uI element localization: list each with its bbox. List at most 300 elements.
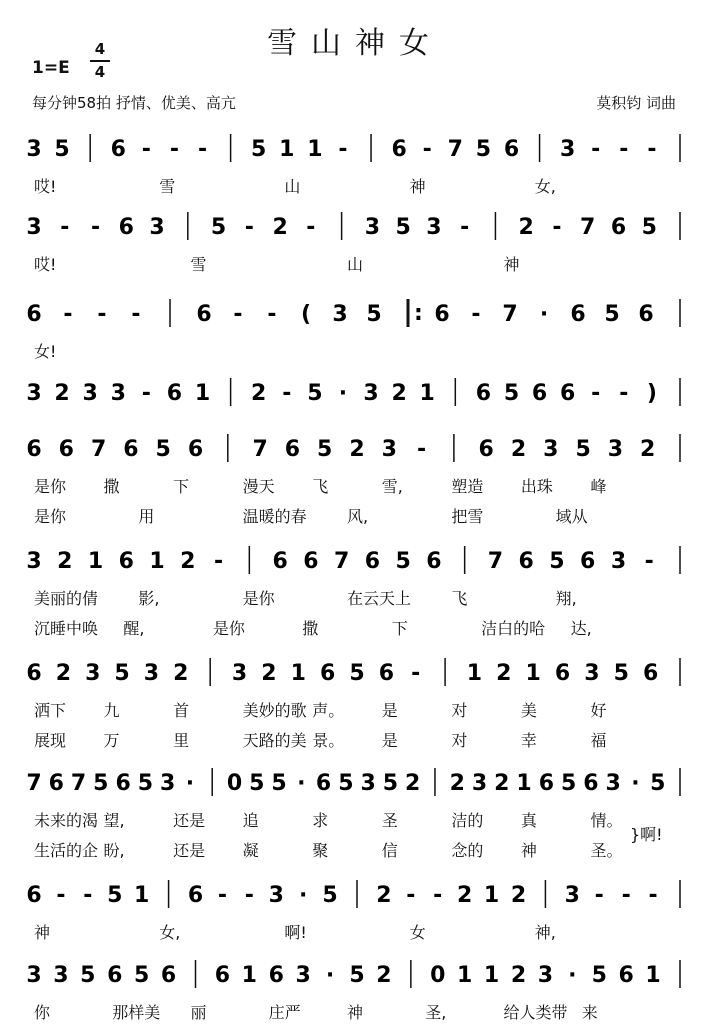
note: 6 xyxy=(115,771,131,796)
note: 6 xyxy=(26,302,42,327)
lyric-word: 啊! xyxy=(284,923,307,942)
note: 1 xyxy=(483,883,500,908)
note: 1 xyxy=(457,963,473,988)
note: 2 xyxy=(640,437,656,462)
note: 5 xyxy=(317,437,333,462)
note: 2 xyxy=(518,215,534,240)
lyric-word: 山 xyxy=(347,255,364,274)
note: 5 xyxy=(382,771,399,796)
notes-svg xyxy=(0,206,710,246)
lyric-word: 神 xyxy=(409,177,426,196)
note: 6 xyxy=(378,661,395,686)
note: - xyxy=(233,302,243,327)
note: 3 xyxy=(543,437,559,462)
note: 5 xyxy=(271,771,287,796)
lyric-word: 美妙的歌 xyxy=(242,701,307,720)
note: 7 xyxy=(580,215,596,240)
lyric-word: 撒 xyxy=(302,619,319,638)
lyric-word: 神 xyxy=(503,255,520,274)
lyric-word: 女, xyxy=(534,177,556,196)
notes-svg xyxy=(0,954,710,994)
aside-text: }啊! xyxy=(630,825,663,844)
lyric-word: 念的 xyxy=(451,841,484,860)
lyric-word: 在云天上 xyxy=(347,589,412,608)
note: 3 xyxy=(26,381,42,406)
note: 6 xyxy=(638,302,654,327)
note: 6 xyxy=(58,437,74,462)
note: 5 xyxy=(249,771,265,796)
note: 3 xyxy=(26,215,42,240)
lyric-word: 天路的美 xyxy=(242,731,307,750)
note: 5 xyxy=(575,437,591,462)
note: ) xyxy=(646,381,657,406)
lyric-word: 对 xyxy=(451,731,468,750)
note: 6 xyxy=(187,437,204,462)
note: - xyxy=(647,137,657,162)
key-signature: 1=E xyxy=(32,58,70,78)
notes-row xyxy=(0,128,710,168)
note: 1 xyxy=(516,771,532,796)
notes-svg xyxy=(0,293,710,333)
note: 3 xyxy=(559,137,576,162)
note: 2 xyxy=(510,963,527,988)
lyric-word: 撒 xyxy=(103,477,120,496)
note: 7 xyxy=(252,437,268,462)
note: 7 xyxy=(333,549,350,574)
note: 6 xyxy=(26,883,42,908)
note: 5 xyxy=(349,963,365,988)
lyric-word: 下 xyxy=(391,619,408,638)
lyric-word: 丽 xyxy=(190,1003,207,1022)
note: 2 xyxy=(54,381,70,406)
note: 3 xyxy=(610,549,627,574)
note: 2 xyxy=(376,963,392,988)
note: 7 xyxy=(487,549,504,574)
note: 5 xyxy=(503,381,520,406)
lyric-word: 哎! xyxy=(34,255,57,274)
note: 3 xyxy=(471,771,488,796)
note: 2 xyxy=(496,661,512,686)
lyric-word: 庄严 xyxy=(268,1003,301,1022)
lyric-word: 用 xyxy=(138,507,155,526)
note: - xyxy=(417,437,427,462)
note: 3 xyxy=(26,549,42,574)
note: 6 xyxy=(580,549,596,574)
note: - xyxy=(217,883,227,908)
note: 2 xyxy=(391,381,407,406)
note: 6 xyxy=(554,661,571,686)
notes-row xyxy=(0,540,710,580)
note: 1 xyxy=(87,549,104,574)
note: 6 xyxy=(166,381,183,406)
lyric-word: 是你 xyxy=(212,619,245,638)
note: 3 xyxy=(537,963,554,988)
notes-svg xyxy=(0,428,710,468)
note: 5 xyxy=(613,661,629,686)
note: 5 xyxy=(475,137,492,162)
note: - xyxy=(244,215,254,240)
note: - xyxy=(214,549,224,574)
note: 5 xyxy=(322,883,338,908)
notes-row xyxy=(0,762,710,802)
note: 3 xyxy=(605,771,621,796)
lyric-word: 风, xyxy=(347,507,369,526)
lyric-word: 那样美 xyxy=(112,1003,161,1022)
note: 6 xyxy=(196,302,212,327)
note: 6 xyxy=(160,963,177,988)
lyric-word: 景。 xyxy=(312,731,345,750)
note: 6 xyxy=(315,771,332,796)
notes-row xyxy=(0,372,710,412)
note: - xyxy=(594,883,604,908)
lyric-word: 给人类带 xyxy=(503,1003,568,1022)
note: - xyxy=(244,883,254,908)
note: 2 xyxy=(57,549,73,574)
note: - xyxy=(552,215,562,240)
lyric-word: 神 xyxy=(34,923,51,942)
note: 6 xyxy=(26,437,42,462)
lyric-word: 望, xyxy=(103,811,125,830)
lyric-word: 美丽的倩 xyxy=(34,589,99,608)
note: 6 xyxy=(559,381,576,406)
lyric-word: 是你 xyxy=(34,507,67,526)
note: 2 xyxy=(449,771,465,796)
note: 7 xyxy=(90,437,107,462)
note: - xyxy=(648,883,658,908)
lyric-word: 还是 xyxy=(173,811,206,830)
notes-svg xyxy=(0,874,710,914)
note: - xyxy=(282,381,292,406)
note: 2 xyxy=(272,215,288,240)
note: - xyxy=(60,215,70,240)
lyric-word: 是 xyxy=(381,731,398,750)
lyric-word: 万 xyxy=(103,731,120,750)
note: 3 xyxy=(332,302,348,327)
note: 1 xyxy=(194,381,211,406)
lyric-word: 飞 xyxy=(312,477,329,496)
lyric-word: 翔, xyxy=(555,589,577,608)
notes-svg xyxy=(0,652,710,692)
note: 3 xyxy=(26,963,42,988)
note: - xyxy=(56,883,66,908)
lyric-word: 对 xyxy=(451,701,468,720)
lyric-word: 凝 xyxy=(242,841,259,860)
lyric-word: 下 xyxy=(173,477,190,496)
lyric-word: 幸 xyxy=(520,731,537,750)
tempo-marking: 每分钟58拍 抒情、优美、高亢 xyxy=(32,94,236,112)
lyric-word: 塑造 xyxy=(451,477,484,496)
lyric-word: 神, xyxy=(534,923,556,942)
note: 2 xyxy=(180,549,196,574)
note: 5 xyxy=(93,771,109,796)
note: 3 xyxy=(364,215,381,240)
lyric-word: 女! xyxy=(34,342,57,361)
note: 6 xyxy=(187,883,204,908)
note: 6 xyxy=(118,549,134,574)
notes-row xyxy=(0,293,710,333)
note: 5 xyxy=(549,549,565,574)
note: - xyxy=(621,883,631,908)
lyric-word: 求 xyxy=(312,811,329,830)
note: · xyxy=(185,771,195,796)
lyric-word: 真 xyxy=(520,811,537,830)
lyric-word: 圣 xyxy=(381,811,398,830)
note: 5 xyxy=(210,215,227,240)
note: 1 xyxy=(134,883,150,908)
note: 6 xyxy=(123,437,139,462)
note: - xyxy=(63,302,73,327)
lyric-word: 还是 xyxy=(173,841,206,860)
lyric-word: 首 xyxy=(173,701,190,720)
lyric-word: 洒下 xyxy=(34,701,67,720)
notes-svg xyxy=(0,762,710,802)
lyric-word: 雪 xyxy=(190,255,207,274)
lyric-word: 盼, xyxy=(103,841,125,860)
note: - xyxy=(591,137,601,162)
lyric-word: 情。 xyxy=(590,811,623,830)
lyric-word: 里 xyxy=(173,731,190,750)
note: - xyxy=(619,137,629,162)
note: 3 xyxy=(26,137,42,162)
lyric-word: 影, xyxy=(138,589,160,608)
note: 3 xyxy=(53,963,69,988)
note: 7 xyxy=(70,771,87,796)
note: 6 xyxy=(214,963,231,988)
note: 1 xyxy=(241,963,257,988)
note: 5 xyxy=(307,381,323,406)
note: 6 xyxy=(48,771,64,796)
note: 3 xyxy=(607,437,624,462)
note: 1 xyxy=(279,137,295,162)
note: 5 xyxy=(641,215,657,240)
note: 6 xyxy=(319,661,336,686)
note: 6 xyxy=(618,963,634,988)
note: 2 xyxy=(251,381,267,406)
meter-top: 4 xyxy=(94,40,106,58)
note: 6 xyxy=(475,381,492,406)
note: 3 xyxy=(82,381,98,406)
note: 1 xyxy=(645,963,661,988)
note: - xyxy=(619,381,629,406)
note: 5 xyxy=(349,661,365,686)
note: 5 xyxy=(80,963,96,988)
notes-svg xyxy=(0,372,710,412)
note: 2 xyxy=(510,437,527,462)
lyric-word: 洁白的哈 xyxy=(481,619,546,638)
note: 5 xyxy=(54,137,70,162)
lyric-word: 域从 xyxy=(555,507,588,526)
note: 6 xyxy=(518,549,534,574)
lyric-word: 追 xyxy=(242,811,259,830)
note: 6 xyxy=(531,381,548,406)
meter-divider xyxy=(90,60,110,62)
note: 6 xyxy=(503,137,520,162)
note: · xyxy=(297,771,306,796)
note: 1 xyxy=(419,381,435,406)
note: - xyxy=(267,302,277,327)
note: - xyxy=(471,302,481,327)
note: 2 xyxy=(510,883,527,908)
note: - xyxy=(306,215,316,240)
note: 6 xyxy=(434,302,450,327)
note: 6 xyxy=(642,661,659,686)
note: 2 xyxy=(405,771,421,796)
lyric-word: 声。 xyxy=(312,701,345,720)
notes-row xyxy=(0,874,710,914)
lyric-word: 你 xyxy=(34,1003,51,1022)
lyric-word: 雪 xyxy=(159,177,176,196)
note: 1 xyxy=(525,661,541,686)
notes-row xyxy=(0,206,710,246)
lyric-word: 女, xyxy=(159,923,181,942)
note: - xyxy=(406,883,416,908)
note: - xyxy=(141,381,151,406)
lyric-word: 展现 xyxy=(34,731,67,750)
note: 2 xyxy=(261,661,277,686)
composer-credit: 莫积钧 词曲 xyxy=(596,94,676,112)
note: - xyxy=(433,883,443,908)
note: 6 xyxy=(538,771,555,796)
lyric-word: 圣。 xyxy=(590,841,623,860)
note: - xyxy=(197,137,208,162)
note: 5 xyxy=(560,771,577,796)
note: 5 xyxy=(395,215,411,240)
note: 0 xyxy=(430,963,446,988)
note: 3 xyxy=(231,661,248,686)
note: 2 xyxy=(494,771,510,796)
note: 2 xyxy=(376,883,392,908)
note: ( xyxy=(300,302,312,327)
note: 5 xyxy=(650,771,666,796)
note: 7 xyxy=(447,137,463,162)
note: - xyxy=(141,137,151,162)
lyric-word: 聚 xyxy=(312,841,329,860)
lyric-word: 福 xyxy=(590,731,607,750)
note: 7 xyxy=(502,302,518,327)
lyric-word: 是 xyxy=(381,701,398,720)
lyric-word: 美 xyxy=(520,701,537,720)
note: 5 xyxy=(338,771,354,796)
note: 2 xyxy=(457,883,473,908)
notes-row xyxy=(0,954,710,994)
note: - xyxy=(169,137,180,162)
note: · xyxy=(631,771,640,796)
note: 7 xyxy=(26,771,42,796)
note: 5 xyxy=(591,963,607,988)
note: 3 xyxy=(110,381,126,406)
note: 3 xyxy=(159,771,176,796)
note: - xyxy=(90,215,101,240)
note: 0 xyxy=(226,771,243,796)
note: 6 xyxy=(391,137,407,162)
lyric-word: 生活的企 xyxy=(34,841,99,860)
lyric-word: 未来的渴 xyxy=(34,811,99,830)
note: 3 xyxy=(381,437,397,462)
note: 3 xyxy=(268,883,284,908)
note: 5 xyxy=(107,883,123,908)
notes-row xyxy=(0,428,710,468)
note: 6 xyxy=(268,963,284,988)
note: 6 xyxy=(303,549,319,574)
note: 6 xyxy=(110,137,126,162)
note: 1 xyxy=(149,549,165,574)
note: 5 xyxy=(114,661,130,686)
lyric-word: 峰 xyxy=(590,477,607,496)
note: - xyxy=(97,302,107,327)
note: 3 xyxy=(564,883,580,908)
note: 6 xyxy=(272,549,288,574)
note: 3 xyxy=(149,215,165,240)
note: 3 xyxy=(295,963,311,988)
note: 1 xyxy=(307,137,323,162)
note: - xyxy=(338,137,348,162)
note: 6 xyxy=(610,215,627,240)
note: 6 xyxy=(26,661,42,686)
note: 6 xyxy=(478,437,494,462)
note: - xyxy=(422,137,432,162)
lyric-word: 神 xyxy=(347,1003,364,1022)
lyric-word: 女 xyxy=(409,923,426,942)
note: 3 xyxy=(143,661,160,686)
note: - xyxy=(411,661,421,686)
note: 1 xyxy=(483,963,500,988)
notes-svg xyxy=(0,540,710,580)
note: - xyxy=(460,215,470,240)
lyric-word: 好 xyxy=(590,701,607,720)
note: - xyxy=(591,381,601,406)
note: 5 xyxy=(251,137,267,162)
note: · xyxy=(325,963,335,988)
note: 5 xyxy=(155,437,171,462)
note: 2 xyxy=(55,661,72,686)
lyric-word: 醒, xyxy=(123,619,145,638)
note: 3 xyxy=(363,381,379,406)
lyric-word: 哎! xyxy=(34,177,57,196)
lyric-word: 出珠 xyxy=(520,477,553,496)
lyric-word: 是你 xyxy=(242,589,275,608)
note: 2 xyxy=(173,661,189,686)
lyric-word: 圣, xyxy=(425,1003,447,1022)
lyric-word: 来 xyxy=(581,1003,598,1022)
note: · xyxy=(568,963,577,988)
note: - xyxy=(644,549,654,574)
note: - xyxy=(131,302,141,327)
note: 5 xyxy=(137,771,154,796)
lyric-word: 沉睡中唤 xyxy=(34,619,99,638)
note: 5 xyxy=(134,963,150,988)
note: 6 xyxy=(118,215,134,240)
lyric-word: 是你 xyxy=(34,477,67,496)
note: 6 xyxy=(426,549,442,574)
lyric-word: 山 xyxy=(284,177,301,196)
notes-row xyxy=(0,652,710,692)
note: 3 xyxy=(85,661,101,686)
lyric-word: 飞 xyxy=(451,589,468,608)
lyric-word: 达, xyxy=(570,619,592,638)
note: · xyxy=(338,381,348,406)
note: 2 xyxy=(349,437,365,462)
lyric-word: 温暖的春 xyxy=(242,507,307,526)
note: 6 xyxy=(583,771,599,796)
note: 3 xyxy=(584,661,600,686)
lyric-word: 神 xyxy=(520,841,537,860)
lyric-word: 九 xyxy=(103,701,120,720)
note: 6 xyxy=(107,963,123,988)
song-title: 雪山神女 xyxy=(267,26,443,61)
notes-svg xyxy=(0,128,710,168)
lyric-word: 漫天 xyxy=(242,477,275,496)
note: - xyxy=(83,883,93,908)
